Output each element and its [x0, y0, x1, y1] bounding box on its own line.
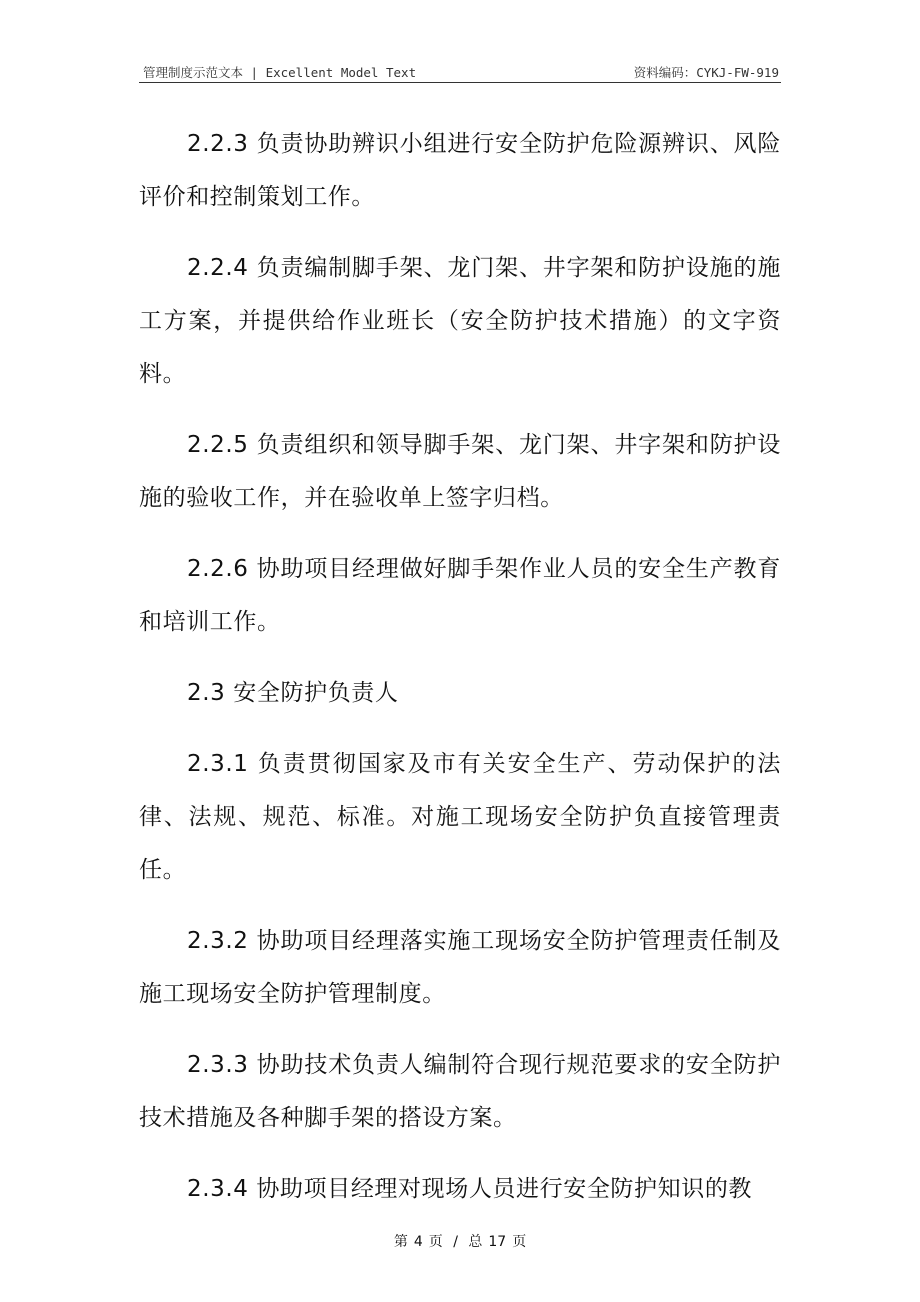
page-footer	[0, 1231, 920, 1251]
paragraph-2-2-6: 2.2.6 协助项目经理做好脚手架作业人员的安全生产教育和培训工作。	[139, 556, 781, 635]
paragraph-2-3-1: 2.3.1 负责贯彻国家及市有关安全生产、劳动保护的法律、法规、规范、标准。对施工现场安全防护负直接管理责任。	[139, 751, 781, 883]
total-suffix: 页	[512, 1234, 527, 1250]
current-page-number: 4	[413, 1234, 423, 1250]
paragraph-2-2-4: 2.2.4 负责编制脚手架、龙门架、井字架和防护设施的施工方案，并提供给作业班长（安全防护技术措施）的文字资料。	[139, 255, 781, 387]
page-header	[139, 60, 781, 83]
paragraph-2-3-4: 2.3.4 协助项目经理对现场人员进行安全防护知识的教	[187, 1176, 753, 1202]
paragraph-2-3-2: 2.3.2 协助项目经理落实施工现场安全防护管理责任制及施工现场安全防护管理制度。	[139, 928, 781, 1007]
total-page-count: 17	[488, 1234, 507, 1250]
header-title: 管理制度示范文本 | Excellent Model Text	[143, 65, 417, 80]
paragraph-2-2-3: 2.2.3 负责协助辨识小组进行安全防护危险源辨识、风险评价和控制策划工作。	[139, 131, 781, 210]
section-heading-2-3: 2.3 安全防护负责人	[187, 680, 399, 706]
page-suffix: 页	[428, 1234, 443, 1250]
document-body	[139, 118, 781, 1234]
total-prefix: 总	[468, 1234, 483, 1250]
document-code: 资料编码：CYKJ-FW-919	[633, 65, 779, 80]
paragraph-2-2-5: 2.2.5 负责组织和领导脚手架、龙门架、井字架和防护设施的验收工作，并在验收单上签字归档。	[139, 432, 781, 511]
paragraph-2-3-3: 2.3.3 协助技术负责人编制符合现行规范要求的安全防护技术措施及各种脚手架的搭设方案。	[139, 1052, 781, 1131]
page-separator: /	[453, 1234, 458, 1250]
page-prefix: 第	[393, 1234, 408, 1250]
